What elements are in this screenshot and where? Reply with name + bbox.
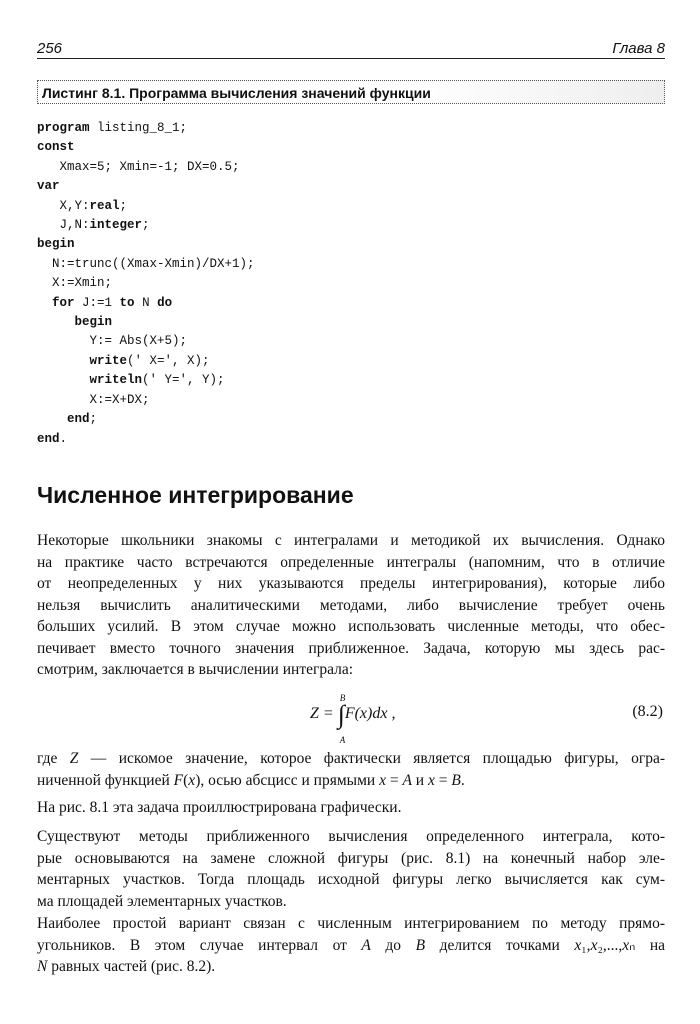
code-line (37, 158, 255, 177)
text-run: рые основываются на замене сложной фигуры (рис. 8.1) на конечный набор эле- (37, 849, 665, 867)
integral-sign: ∫ (337, 700, 345, 729)
text-line (37, 659, 665, 681)
text-run: и (411, 771, 428, 789)
math-symbol: A (361, 936, 371, 954)
code-keyword: end (67, 412, 90, 427)
code-line (37, 352, 255, 371)
code-text: X,Y: (37, 198, 90, 213)
code-text (37, 412, 67, 426)
code-line (37, 391, 255, 410)
math-symbol: F (173, 771, 184, 789)
formula (310, 693, 396, 745)
code-text: ; (119, 198, 128, 213)
math-symbol: x (622, 936, 630, 954)
code-line (37, 119, 255, 138)
code-text: . (59, 431, 68, 446)
code-text: ; (89, 412, 98, 427)
text-run: где (37, 750, 70, 767)
code-line (37, 255, 255, 274)
code-line (37, 313, 255, 332)
text-run: = (385, 771, 403, 789)
text-line (37, 848, 665, 870)
code-keyword: program (37, 121, 90, 135)
code-text: J,N: (37, 218, 90, 233)
math-symbol: x (574, 936, 582, 954)
code-text: X:=X+DX; (37, 392, 150, 407)
code-text: J:=1 (74, 295, 120, 310)
text-line (37, 770, 665, 792)
page-number: 256 (37, 40, 63, 57)
code-line (37, 274, 255, 293)
text-run: На рис. 8.1 эта задача проиллюстрирована графически. (37, 799, 402, 816)
code-text: (' X=', X); (127, 353, 210, 368)
text-run: Наиболее простой вариант связан с численным интегрированием по методу прямо- (37, 915, 665, 932)
code-line (37, 371, 255, 390)
code-line (37, 138, 255, 157)
text-line (37, 573, 665, 595)
code-line (37, 430, 255, 449)
code-text: Y:= Abs(X+5); (37, 334, 188, 349)
code-text: N (134, 295, 158, 310)
math-symbol: x (188, 771, 196, 789)
text-run: ₂,..., (597, 936, 623, 954)
code-keyword: var (37, 179, 60, 194)
code-keyword: writeln (89, 373, 143, 388)
code-keyword: end (37, 431, 60, 446)
equation-number: (8.2) (632, 703, 663, 720)
text-line (37, 869, 665, 891)
code-text: listing_8_1; (89, 121, 188, 135)
code-line (37, 235, 255, 254)
math-symbol: B (415, 936, 426, 954)
code-keyword: for (52, 295, 75, 310)
code-listing (37, 119, 255, 449)
text-line (37, 913, 665, 935)
code-line (37, 294, 255, 313)
text-line (37, 552, 665, 574)
math-symbol: B (451, 771, 461, 789)
text-run: от неопределенных у них указываются пределы интегрирования), которые либо (37, 575, 665, 592)
code-text (37, 315, 75, 329)
code-line (37, 197, 255, 216)
code-text: N:=trunc((Xmax-Xmin)/DX+1); (37, 256, 255, 271)
math-symbol: A (402, 771, 412, 789)
code-keyword: real (89, 198, 120, 213)
code-text: X:=Xmin; (37, 276, 113, 291)
upper-limit: B (339, 693, 346, 703)
text-run: Некоторые школьники знакомы с интегралами и методикой их вычисления. Однако (37, 532, 665, 549)
text-run: ₁, (581, 936, 591, 954)
formula-lhs: Z = (310, 705, 338, 722)
code-text: Xmax=5; Xmin=-1; DX=0.5; (37, 159, 240, 174)
text-run: ₙ на (629, 936, 665, 954)
running-header (37, 40, 665, 59)
paragraph-methods (37, 826, 665, 912)
lower-limit: A (339, 735, 346, 745)
text-run: ), осью абсцисс и прямыми (195, 771, 380, 789)
code-keyword: const (37, 140, 75, 155)
code-line (37, 410, 255, 429)
math-symbol: N (37, 958, 48, 975)
code-line (37, 332, 255, 351)
text-run: печивает вместо точного значения приближенное. Задача, которую мы здесь рас- (37, 639, 665, 657)
listing-title: Листинг 8.1. Программа вычисления значений функции (37, 80, 665, 104)
code-keyword: integer (89, 218, 143, 233)
text-run: . (460, 771, 465, 789)
text-line (37, 638, 665, 660)
code-keyword: do (157, 295, 173, 310)
text-run: Существуют методы приближенного вычисления определенного интеграла, кото- (37, 828, 665, 845)
text-run: смотрим, заключается в вычислении интеграла: (37, 661, 354, 678)
text-line (37, 891, 665, 913)
text-line (37, 826, 665, 848)
text-run: делится точками (425, 936, 575, 954)
code-text (37, 354, 90, 368)
text-run: угольников. В этом случае интервал от (37, 936, 362, 954)
text-run: ма площадей элементарных участков. (37, 892, 287, 910)
text-line (37, 956, 665, 978)
code-keyword: to (119, 295, 135, 310)
text-run: ниченной функцией (37, 771, 174, 789)
paragraph-intro (37, 530, 665, 681)
paragraph-rectangles (37, 913, 665, 978)
math-symbol: Z (69, 750, 79, 767)
text-line (37, 530, 665, 552)
text-run: ( (183, 771, 189, 789)
code-keyword: write (89, 353, 128, 368)
text-line (37, 595, 665, 617)
code-text: (' Y=', Y); (142, 373, 225, 388)
code-text: ; (142, 218, 150, 233)
text-run: на практике часто встречаются определенные интегралы (напомним, что в отличие (37, 553, 665, 571)
text-run: до (370, 936, 416, 954)
text-run: = (434, 771, 452, 789)
text-line (37, 797, 665, 819)
chapter-label: Глава 8 (612, 40, 665, 57)
section-title: Численное интегрирование (37, 482, 354, 508)
code-line (37, 216, 255, 235)
math-symbol: x (379, 771, 386, 789)
text-run: нельзя вычислить аналитическими методами, либо вычисление требует очень (37, 596, 665, 614)
text-run: больших усилий. В этом случае можно использовать численные методы, что обес- (37, 618, 665, 635)
code-line (37, 177, 255, 196)
text-line (37, 616, 665, 638)
text-run: равных частей (рис. 8.2). (47, 958, 216, 975)
code-text (37, 373, 90, 387)
code-text (37, 296, 52, 310)
math-symbol: x (427, 771, 435, 789)
text-line (37, 935, 665, 957)
paragraph-figure-ref (37, 797, 665, 819)
math-symbol: x (590, 936, 598, 954)
formula-body: F(x)dx , (344, 705, 396, 722)
code-keyword: begin (74, 315, 113, 330)
code-keyword: begin (37, 237, 75, 252)
paragraph-definition (37, 748, 665, 791)
text-run: ментарных участков. Тогда площадь исходной фигуры легко вычисляется как сум- (37, 871, 665, 888)
text-line (37, 748, 665, 770)
text-run: — искомое значение, которое фактически является площадью фигуры, огра- (78, 750, 665, 767)
